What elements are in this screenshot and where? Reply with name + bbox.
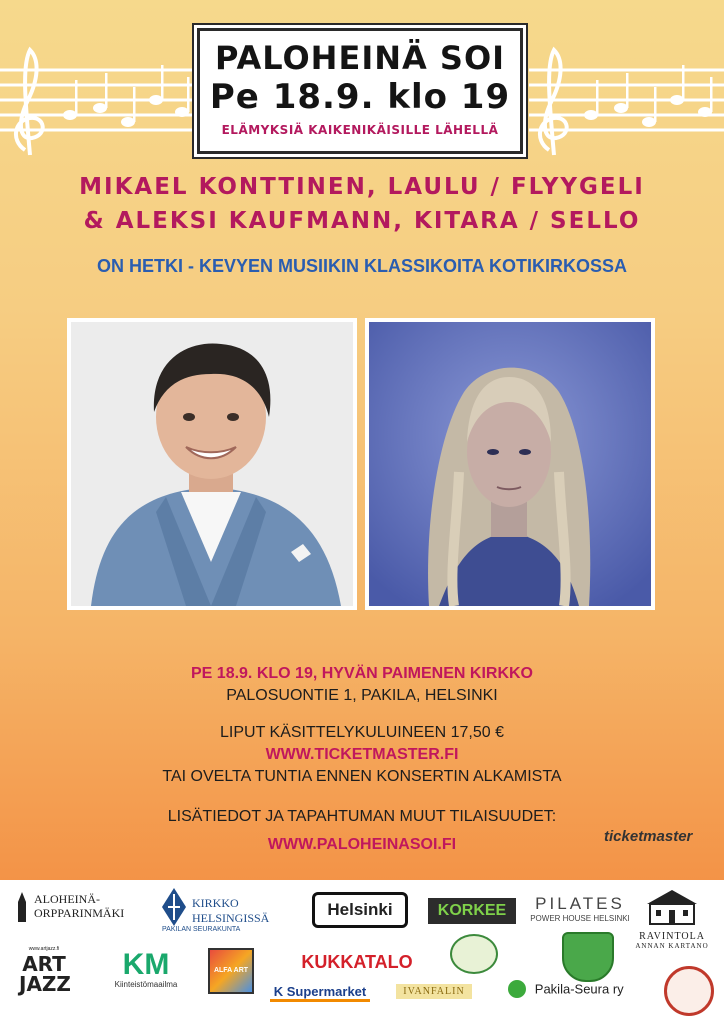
- sponsor-golf-badge-icon: [562, 932, 614, 982]
- ticketmaster-link[interactable]: WWW.TICKETMASTER.FI: [265, 746, 459, 763]
- sponsor-round-seal-icon: [664, 966, 714, 1016]
- performer-photo-aleksi: [365, 318, 655, 610]
- km-sub: Kiinteistömaailma: [114, 980, 178, 989]
- event-date-title: Pe 18.9. klo 19: [209, 77, 511, 117]
- sponsor-paloheina-text: ALOHEINÄ-ORPPARINMÄKI: [34, 892, 125, 920]
- kirkko-sub: PAKILAN SEURAKUNTA: [162, 926, 241, 933]
- sponsor-ksupermarket: K Supermarket: [270, 984, 370, 1002]
- pilates-name: PILATES: [535, 894, 625, 913]
- music-staff-left-icon: [0, 40, 195, 160]
- event-subtitle: ELÄMYKSIÄ KAIKENIKÄISILLE LÄHELLÄ: [221, 123, 499, 137]
- event-address: PALOSUONTIE 1, PAKILA, HELSINKI: [226, 687, 498, 704]
- ticket-info: [0, 722, 724, 788]
- title-box: [197, 28, 523, 154]
- sponsor-alfa-art: ALFA ART: [208, 948, 254, 994]
- artjazz-name: ART JAZZ: [19, 952, 71, 996]
- more-info-text: LISÄTIEDOT JA TAPAHTUMAN MUUT TILAISUUDET:: [167, 808, 557, 825]
- km-name: KM: [122, 948, 170, 981]
- sponsor-pilates: [530, 894, 630, 923]
- door-tickets-note: TAI OVELTA TUNTIA ENNEN KONSERTIN ALKAMISTA: [162, 768, 562, 785]
- sponsor-paloheina: [14, 892, 134, 922]
- sponsor-artjazz: [14, 946, 74, 996]
- ticketmaster-logo: ticketmaster: [604, 828, 693, 845]
- manor-house-icon: [642, 886, 702, 926]
- artjazz-url: www.artjazz.fi: [28, 946, 60, 952]
- ravintola-name: RAVINTOLA: [639, 931, 705, 942]
- sponsor-ivanfalin: IVANFALIN: [396, 984, 472, 999]
- sponsor-kukkatalo: KUKKATALO: [301, 952, 413, 972]
- sponsor-km: [106, 950, 186, 989]
- event-datetime-venue: PE 18.9. KLO 19, HYVÄN PAIMENEN KIRKKO: [191, 665, 533, 682]
- portrait-man-suit-icon: [71, 322, 353, 606]
- sponsor-logos: [0, 880, 724, 1024]
- performer-line-2: & ALEKSI KAUFMANN, KITARA / SELLO: [83, 208, 641, 234]
- performers: [0, 170, 724, 238]
- concert-tagline: ON HETKI - KEVYEN MUSIIKIN KLASSIKOITA KOTIKIRKOSSA: [96, 256, 628, 276]
- event-title: PALOHEINÄ SOI: [214, 39, 506, 77]
- sponsor-helsinki: Helsinki: [312, 892, 408, 928]
- church-tower-icon: [14, 892, 30, 922]
- pakila-seura-logo-icon: [508, 980, 526, 998]
- performer-photo-mikael: [67, 318, 357, 610]
- sponsor-luua-styla-badge-icon: [450, 934, 498, 974]
- sponsor-korkee: KORKEE: [428, 898, 516, 924]
- sponsor-kirkko-helsingissa: [162, 888, 302, 933]
- ravintola-sub: ANNAN KARTANO: [635, 942, 709, 950]
- ticket-price: LIPUT KÄSITTELYKULUINEEN 17,50 €: [220, 724, 504, 741]
- performer-line-1: MIKAEL KONTTINEN, LAULU / FLYYGELI: [79, 174, 645, 200]
- sponsor-ravintola: [632, 886, 712, 950]
- pakila-seura-name: Pakila-Seura ry: [534, 981, 624, 997]
- portrait-long-hair-man-icon: [369, 322, 651, 606]
- music-staff-right-icon: [529, 40, 724, 160]
- kirkko-name: KIRKKO HELSINGISSÄ: [192, 896, 270, 925]
- kirkko-logo-icon: [162, 888, 186, 926]
- event-details: [0, 663, 724, 707]
- sponsor-pakila-seura: [504, 980, 628, 998]
- paloheinasoi-link[interactable]: WWW.PALOHEINASOI.FI: [267, 836, 457, 853]
- pilates-sub: POWER HOUSE HELSINKI: [530, 914, 630, 923]
